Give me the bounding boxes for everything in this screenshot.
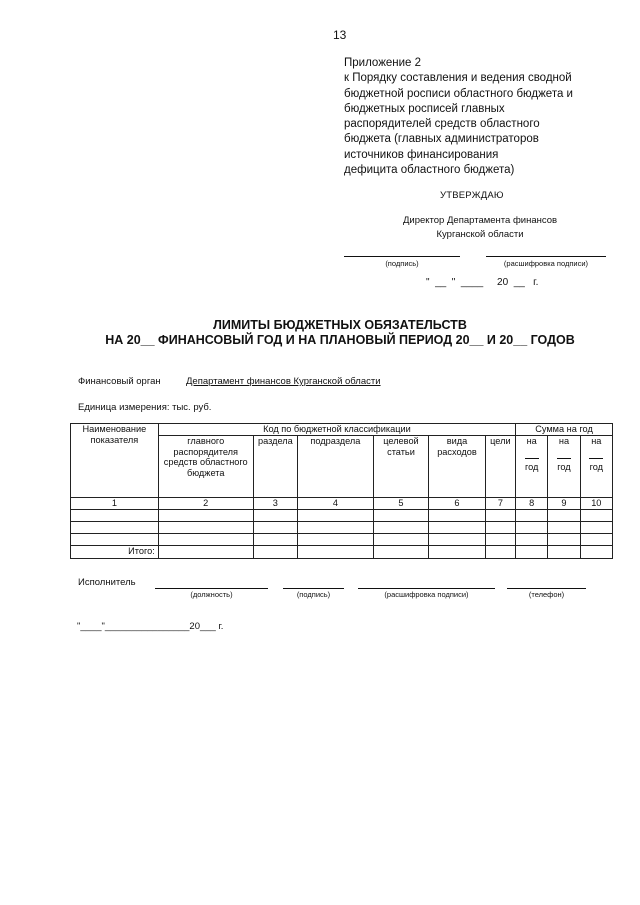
table-row: [71, 522, 613, 534]
column-number: 4: [298, 498, 374, 510]
finance-body-label: Финансовый орган: [78, 376, 161, 387]
executor-signature-line: [283, 588, 344, 589]
approval-decode-line: [486, 256, 606, 257]
column-number: 2: [158, 498, 253, 510]
total-label: Итого:: [71, 546, 159, 559]
appendix-line: бюджетных росписей главных: [344, 102, 505, 115]
header-code-main-manager: главного распорядителя средств областного бюджета: [158, 436, 253, 498]
executor-position-line: [155, 588, 268, 589]
document-title-line1: ЛИМИТЫ БЮДЖЕТНЫХ ОБЯЗАТЕЛЬСТВ: [213, 318, 467, 332]
header-code-group: Код по бюджетной классификации: [158, 424, 515, 436]
year-prefix: на: [558, 436, 570, 446]
year-suffix: год: [589, 462, 604, 472]
table-row: [71, 510, 613, 522]
table-row: [71, 534, 613, 546]
approver-position: [380, 214, 580, 242]
header-code-subsection: подраздела: [298, 436, 374, 498]
year-blank: [557, 449, 571, 459]
appendix-line: бюджета (главных администраторов: [344, 133, 539, 146]
appendix-block: [344, 56, 624, 178]
column-number: 9: [548, 498, 580, 510]
approval-date: " __ " ____ 20 __ г.: [426, 277, 539, 288]
approver-position-line2: Курганской области: [436, 229, 524, 240]
executor-label: Исполнитель: [78, 577, 136, 588]
appendix-line: источников финансирования: [344, 148, 499, 161]
year-suffix: год: [557, 462, 571, 472]
executor-phone-caption: (телефон): [528, 590, 565, 599]
column-number: 10: [580, 498, 612, 510]
unit-label: Единица измерения: тыс. руб.: [78, 402, 212, 413]
header-code-purpose: цели: [485, 436, 515, 498]
header-year-2: [548, 436, 580, 498]
total-row: [71, 546, 613, 559]
header-code-expense-type: вида расходов: [429, 436, 486, 498]
column-number: 8: [516, 498, 548, 510]
budget-limits-table: [70, 423, 613, 559]
year-prefix: на: [591, 436, 602, 446]
appendix-line: к Порядку составления и ведения сводной: [344, 72, 572, 85]
executor-position-caption: (должность): [190, 590, 233, 599]
appendix-line: бюджетной росписи областного бюджета и: [344, 87, 573, 100]
header-name: Наименование показателя: [71, 424, 159, 498]
page-number: 13: [333, 28, 347, 42]
column-number: 3: [253, 498, 297, 510]
header-year-1: [516, 436, 548, 498]
approval-signature-caption: (подпись): [385, 259, 419, 268]
header-sum-group: Сумма на год: [516, 424, 613, 436]
header-year-3: [580, 436, 612, 498]
approval-title: УТВЕРЖДАЮ: [440, 190, 504, 201]
executor-signature-caption: (подпись): [296, 590, 331, 599]
column-number: 5: [373, 498, 429, 510]
year-blank: [525, 449, 539, 459]
appendix-line: дефицита областного бюджета): [344, 164, 515, 177]
column-number: 1: [71, 498, 159, 510]
year-suffix: год: [524, 462, 539, 472]
executor-date: "____"________________20___ г.: [77, 621, 224, 632]
header-code-target-article: целевой статьи: [373, 436, 429, 498]
appendix-line: Приложение 2: [344, 57, 422, 69]
executor-decode-caption: (расшифровка подписи): [384, 590, 469, 599]
document-title: [60, 318, 620, 348]
year-prefix: на: [526, 436, 537, 446]
appendix-line: распорядителей средств областного: [344, 118, 540, 131]
executor-phone-line: [507, 588, 586, 589]
column-number-row: [71, 498, 613, 510]
year-blank: [589, 449, 603, 459]
approval-decode-caption: (расшифровка подписи): [503, 259, 589, 268]
column-number: 6: [429, 498, 486, 510]
header-code-section: раздела: [253, 436, 297, 498]
approval-signature-line: [344, 256, 460, 257]
approver-position-line1: Директор Департамента финансов: [402, 215, 558, 226]
column-number: 7: [485, 498, 515, 510]
finance-body-value: Департамент финансов Курганской области: [186, 376, 381, 387]
document-title-line2: НА 20__ ФИНАНСОВЫЙ ГОД И НА ПЛАНОВЫЙ ПЕРИОД 20__ И 20__ ГОДОВ: [105, 333, 575, 347]
executor-decode-line: [358, 588, 495, 589]
